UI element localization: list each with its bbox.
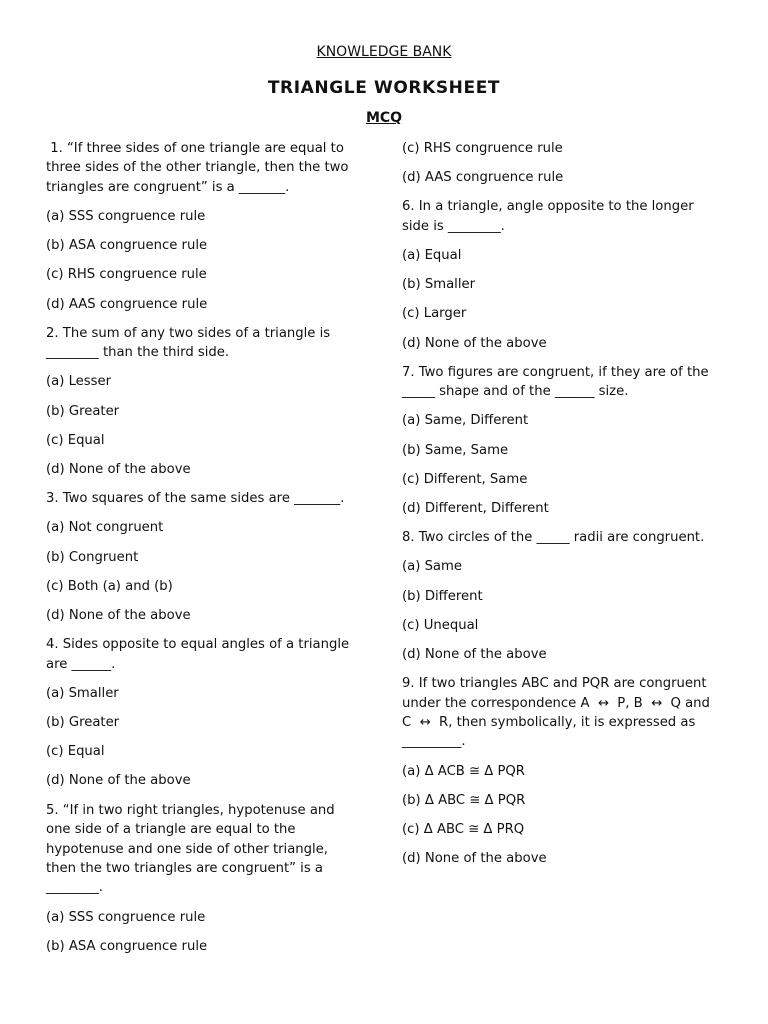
option-line: (d) AAS congruence rule — [46, 296, 208, 312]
option-line: (a) Same — [402, 559, 462, 575]
question-8: 8. Two circles of the _____ radii are congruent. — [402, 530, 705, 546]
knowledge-bank-heading: KNOWLEDGE BANK — [316, 44, 452, 60]
question-5: 5. “If in two right triangles, hypotenuse and one side of a triangle are equal to the hypotenuse and one side of other triangle, then the two triangles are congruent” is a ________. — [46, 802, 339, 896]
question-3: 3. Two squares of the same sides are _______. — [46, 491, 345, 507]
left-column — [46, 139, 362, 966]
option-line: (b) Greater — [46, 403, 120, 419]
option-line: (c) Both (a) and (b) — [46, 578, 173, 594]
option-line: (c) RHS congruence rule — [46, 267, 207, 283]
option-line: (b) ASA congruence rule — [46, 238, 208, 254]
question-2: 2. The sum of any two sides of a triangle is ________ than the third side. — [46, 325, 335, 361]
worksheet-title: TRIANGLE WORKSHEET — [267, 78, 501, 98]
option-line: (d) None of the above — [402, 851, 547, 867]
question-4: 4. Sides opposite to equal angles of a triangle are ______. — [46, 637, 354, 672]
question-7: 7. Two figures are congruent, if they are of the _____ shape and of the ______ size. — [402, 364, 713, 400]
option-line: (b) Smaller — [402, 277, 476, 293]
option-line: (d) None of the above — [402, 647, 547, 663]
option-line: (a) Not congruent — [46, 520, 164, 536]
option-line: (a) Δ ACB ≅ Δ PQR — [402, 763, 525, 779]
question-6: 6. In a triangle, angle opposite to the longer side is ________. — [402, 199, 698, 234]
option-line: (d) None of the above — [46, 462, 191, 478]
option-line: (b) ASA congruence rule — [46, 938, 208, 954]
option-line: (b) Congruent — [46, 549, 139, 565]
question-1: 1. “If three sides of one triangle are equal to three sides of the other triangle, then the two triangles are congruent” is a _______. — [46, 141, 353, 195]
option-line: (d) None of the above — [402, 335, 547, 351]
option-line: (a) SSS congruence rule — [46, 909, 206, 925]
option-line: (a) Lesser — [46, 374, 112, 390]
option-line: (c) Δ ABC ≅ Δ PRQ — [402, 822, 525, 838]
question-9: 9. If two triangles ABC and PQR are congruent under the correspondence A ↔ P, B ↔ Q and C ↔ R, then symbolically, it is expressed as _________. — [402, 676, 715, 750]
option-line: (c) Different, Same — [402, 471, 528, 487]
right-column — [402, 139, 720, 879]
option-line: (b) Same, Same — [402, 442, 509, 458]
option-line: (c) RHS congruence rule — [402, 141, 563, 156]
option-line: (c) Equal — [46, 432, 105, 448]
option-line: (a) Equal — [402, 248, 462, 264]
option-line: (b) Greater — [46, 715, 120, 731]
option-line: (a) Smaller — [46, 685, 119, 701]
option-line: (d) Different, Different — [402, 501, 549, 517]
option-line: (b) Δ ABC ≅ Δ PQR — [402, 792, 526, 808]
option-line: (c) Equal — [46, 744, 105, 760]
option-line: (a) Same, Different — [402, 413, 529, 429]
option-line: (d) None of the above — [46, 773, 191, 789]
option-line: (c) Unequal — [402, 617, 479, 633]
option-line: (c) Larger — [402, 306, 467, 322]
mcq-heading: MCQ — [365, 110, 403, 126]
option-line: (b) Different — [402, 588, 483, 604]
option-line: (a) SSS congruence rule — [46, 209, 206, 225]
option-line: (d) None of the above — [46, 608, 191, 624]
option-line: (d) AAS congruence rule — [402, 170, 564, 186]
